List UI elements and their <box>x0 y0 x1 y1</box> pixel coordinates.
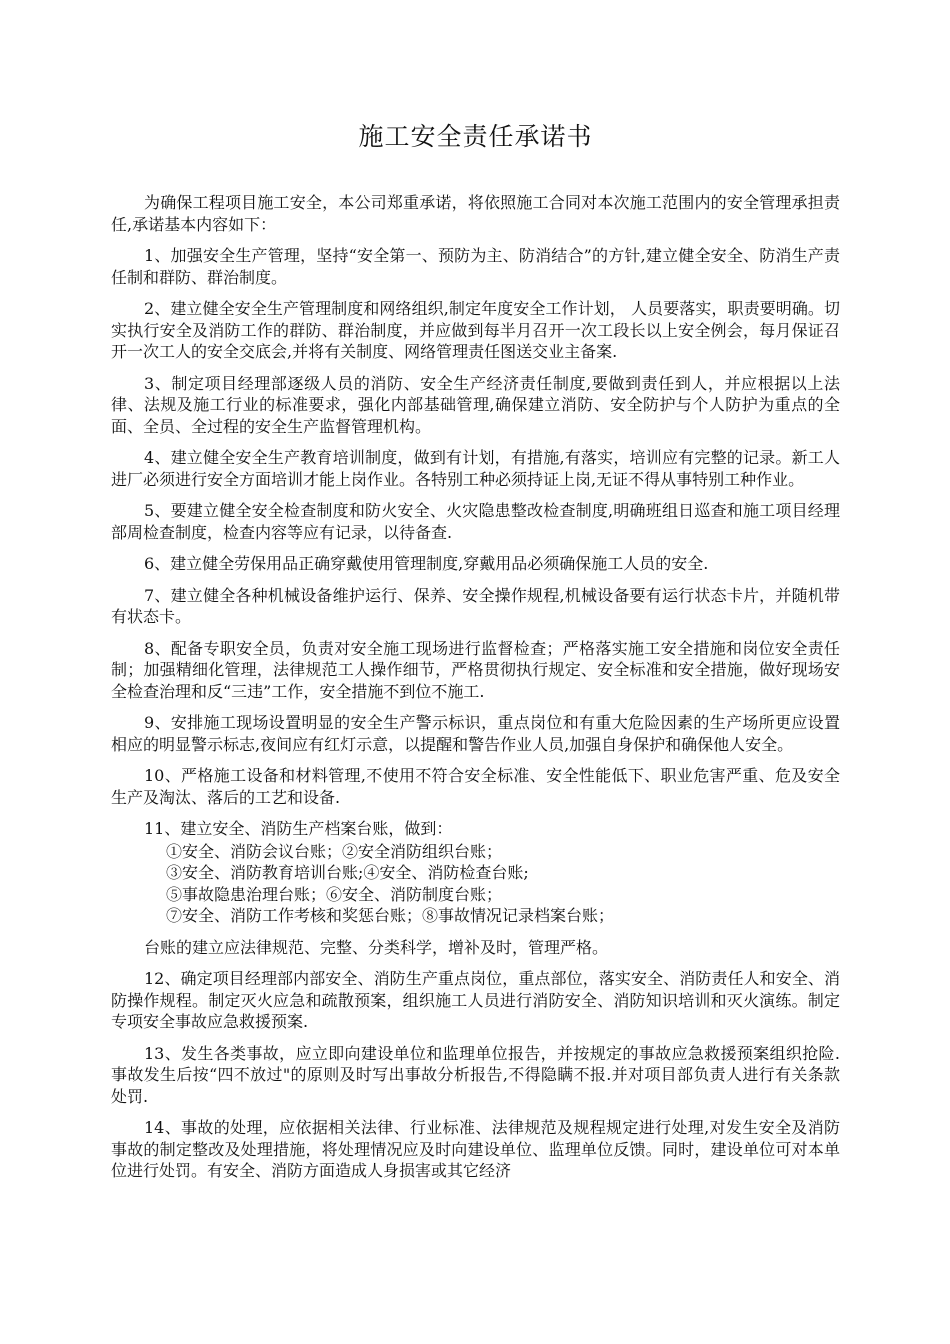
clause-8: 8、配备专职安全员，负责对安全施工现场进行监督检查；严格落实施工安全措施和岗位安全责任制；加强精细化管理，法律规范工人操作细节，严格贯彻执行规定、安全标准和安全措施，做好现场安全检查治理和反“三违”工作，安全措施不到位不施工. <box>111 638 840 701</box>
document-page <box>111 120 840 1192</box>
clause-5: 5、要建立健全安全检查制度和防火安全、火灾隐患整改检查制度,明确班组日巡查和施工项目经理部周检查制度，检查内容等应有记录，以待备查. <box>111 501 840 542</box>
clause-2: 2、建立健全安全生产管理制度和网络组织,制定年度安全工作计划， 人员要落实，职责要明确。切实执行安全及消防工作的群防、群治制度，并应做到每半月召开一次工段长以上安全例会，每月保证召开一次工人的安全交底会,并将有关制度、网络管理责任图送交业主备案. <box>111 299 840 361</box>
clause-11: 11、建立安全、消防生产档案台账，做到： <box>144 819 453 838</box>
clause-10: 10、严格施工设备和材料管理,不使用不符合安全标准、安全性能低下、职业危害严重、危及安全生产及淘汰、落后的工艺和设备. <box>111 766 840 807</box>
clause-1: 1、加强安全生产管理，坚持“安全第一、预防为主、防消结合”的方针,建立健全安全、防消生产责任制和群防、群治制度。 <box>111 246 840 287</box>
document-title: 施工安全责任承诺书 <box>358 122 593 151</box>
clause-7: 7、建立健全各种机械设备维护运行、保养、安全操作规程,机械设备要有运行状态卡片，并随机带有状态卡。 <box>111 585 840 626</box>
clause-14: 14、事故的处理，应依据相关法律、行业标准、法律规范及规程规定进行处理,对发生安全及消防事故的制定整改及处理措施，将处理情况应及时向建设单位、监理单位反馈。同时，建设单位可对本单位进行处罚。有安全、消防方面造成人身损害或其它经济 <box>111 1118 840 1180</box>
clause-12: 12、确定项目经理部内部安全、消防生产重点岗位，重点部位，落实安全、消防责任人和安全、消防操作规程。制定灭火应急和疏散预案，组织施工人员进行消防安全、消防知识培训和灭火演练。制定专项安全事故应急救援预案. <box>111 969 840 1031</box>
ledger-list-item: ①安全、消防会议台账；②安全消防组织台账； <box>166 841 503 861</box>
ledger-list <box>111 841 840 927</box>
clause-13: 13、发生各类事故，应立即向建设单位和监理单位报告，并按规定的事故应急救援预案组织抢险.事故发生后按“四不放过"的原则及时写出事故分析报告,不得隐瞒不报.并对项目部负责人进行有关条款处罚. <box>111 1043 840 1106</box>
ledger-note: 台账的建立应法律规范、完整、分类科学，增补及时，管理严格。 <box>144 937 609 957</box>
ledger-list-item: ③安全、消防教育培训台账;④安全、消防检查台账; <box>166 863 529 882</box>
clause-6: 6、建立健全劳保用品正确穿戴使用管理制度,穿戴用品必须确保施工人员的安全. <box>144 554 709 573</box>
ledger-list-item: ⑤事故隐患治理台账；⑥安全、消防制度台账； <box>166 884 503 904</box>
clause-4: 4、建立健全安全生产教育培训制度，做到有计划，有措施,有落实，培训应有完整的记录。新工人进厂必须进行安全方面培训才能上岗作业。各特别工种必须持证上岗,无证不得从事特别工种作业。 <box>111 448 840 489</box>
intro-paragraph: 为确保工程项目施工安全，本公司郑重承诺，将依照施工合同对本次施工范围内的安全管理承担责任,承诺基本内容如下： <box>111 193 840 234</box>
clause-3: 3、制定项目经理部逐级人员的消防、安全生产经济责任制度,要做到责任到人，并应根据以上法律、法规及施工行业的标准要求，强化内部基础管理,确保建立消防、安全防护与个人防护为重点的全面、全员、全过程的安全生产监督管理机构。 <box>111 373 840 436</box>
ledger-list-item: ⑦安全、消防工作考核和奖惩台账；⑧事故情况记录档案台账； <box>166 906 615 925</box>
clause-9: 9、安排施工现场设置明显的安全生产警示标识，重点岗位和有重大危险因素的生产场所更应设置相应的明显警示标志,夜间应有红灯示意，以提醒和警告作业人员,加强自身保护和确保他人安全。 <box>111 713 840 754</box>
